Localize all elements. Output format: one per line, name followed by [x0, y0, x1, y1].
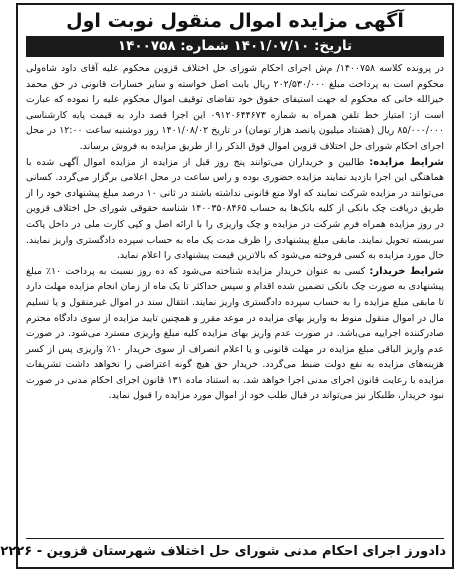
notice-paragraph-case: در پرونده کلاسه ۱۴۰۰۷۵۸/ م‌ش اجرای احکام شورای حل اختلاف قزوین محکوم علیه آقای داود شاه‌ولی محکوم است به پرداخت مبلغ ۲۰۲/۵۳۰/۰۰۰ ریال بابت اصل خواسته و سایر خسارات قانونی در حق محمد خیرالله خانی که محکوم له جهت استیفای حقوق خود تقاضای توقیف اموال محکوم علیه را نموده که عبارت است از: امتیاز خط تلفن همراه به شماره ۰۹۱۲۰۶۴۴۶۷۳ این اجرا قصد دارد به قیمت پایه کارشناسی ۸۵/۰۰۰/۰۰۰ ریال (هشتاد میلیون پانصد هزار تومان) در تاریخ ۱۴۰۱/۰۸/۰۲ روز دوشنبه ساعت ۱۲:۰۰ در محل اجرای احکام شورای حل اختلاف قزوین اموال فوق الذکر را از طریق مزایده به فروش برساند. [26, 63, 445, 152]
notice-body [26, 61, 444, 515]
notice-paragraph-conditions [26, 155, 444, 264]
footer-divider [26, 538, 444, 539]
buyer-heading: شرایط خریدار: [369, 265, 444, 277]
notice-paragraph-buyer [26, 264, 444, 404]
date-number-bar: تاریخ: ۱۴۰۱/۰۷/۱۰ شماره: ۱۴۰۰۷۵۸ [26, 36, 444, 57]
notice-footer-signature: دادورز اجرای احکام مدنی شورای حل اختلاف شهرستان قزوین - ۲۲۲۶ [0, 544, 446, 559]
notice-title: آگهی مزایده اموال منقول نوبت اول [66, 10, 404, 32]
auction-notice [0, 3, 454, 569]
conditions-text: طالبین و خریداران می‌توانند پنج روز قبل از مزایده از مزایده اموال آگهی شده با هماهنگی این اجرا بازدید نمایند مزایده حضوری بوده و راس ساعت در محل اعلامی برگزار می‌گردد. کسانی می‌توانند در مزایده شرکت نمایند که اولا منع قانونی نداشته باشند در ثانی ۱۰ درصد مبلغ پیشنهادی خود را از طریق دریافت چک بانکی از کلیه بانک‌ها به حساب ۱۴۰۰۳۵۰۸۴۶۵ شناسه حقوقی شورای حل اختلاف قزوین در روز مزایده همراه فرم شرکت در مزایده و چک واریزی را با ارائه اصل و کپی کارت ملی در داخل پاکت سربسته تحویل نمایند. مابقی مبلغ پیشنهادی را ظرف مدت یک ماه به حساب سپرده دادگستری واریز نمایند. حال مورد مزایده به کسی فروخته می‌شود که بالاترین قیمت پیشنهادی را اعلام نماید. [26, 156, 444, 262]
conditions-heading: شرایط مزایده: [369, 156, 444, 168]
buyer-text: کسی به عنوان خریدار مزایده شناخته می‌شود که ده روز نسبت به پرداخت ۱۰٪ مبلغ پیشنهادی به صورت چک بانکی تضمین شده اقدام و سپس حداکثر تا یک ماه از زمان انجام مزایده مهلت دارد تا مابقی مبلغ مزایده را به حساب سپرده دادگستری واریز نمایند. انتقال سند در اموال غیرمنقول و یا تسلیم مال در اموال منقول منوط به واریز بهای مزایده در موعد مقرر و همچنین تایید مزایده از سوی دادگاه محترم صادرکننده اجراییه می‌باشد. در صورت عدم واریز بهای مزایده کلیه مبلغ واریزی مسترد می‌شود. در صورت عدم واریز الباقی مبلغ مزایده در مهلت قانونی و یا اعلام انصراف از سوی خریدار ۱۰٪ واریزی پس از کسر هزینه‌های مزایده به نفع دولت ضبط می‌گردد. خریدار حق هیچ گونه اعتراضی را نخواهد داشت تشریفات مزایده با رعایت قانون اجرای مدنی اجرا خواهد شد. به استناد ماده ۱۳۱ قانون اجرای احکام مدنی در صورت نبود خریدار، طلبکار نیز می‌تواند در قبال طلب خود از اموال مورد مزایده را قبول نماید. [26, 265, 444, 402]
